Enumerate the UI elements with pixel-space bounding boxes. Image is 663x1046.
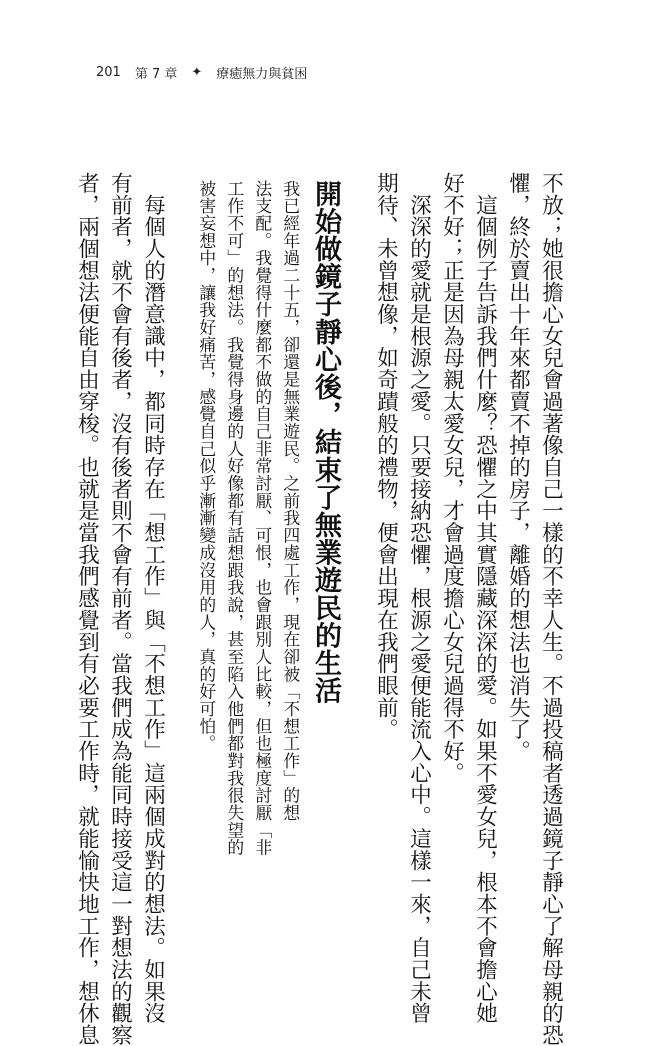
quote-column-3: 工作不可」的想法。我覺得身邊的人好像都有話想跟我說，甚至陷入他們都對我很失望的 (224, 180, 245, 857)
chapter-number: 第 7 章 (134, 66, 178, 82)
text-column-5: 深深的愛就是根源之愛。只要接納恐懼，根源之愛便能流入心中。這樣一來，自己未曾 (406, 172, 432, 1025)
page-number: 201 (96, 64, 121, 80)
quote-column-2: 法支配。我覺得什麼都不做的自己非常討厭、可恨，也會跟別人比較，但也極度討厭「非 (252, 180, 273, 857)
text-column-4: 好不好；正是因為母親太愛女兒，才會過度擔心女兒過得不好。 (439, 172, 465, 784)
text-column-3: 這個例子告訴我們什麼？恐懼之中其實隱藏深深的愛。如果不愛女兒，根本不會擔心她 (472, 172, 498, 1025)
text-column-8: 有前者，就不會有後者，沒有後者則不會有前者。當我們成為能同時接受這一對想法的觀察 (107, 172, 133, 1046)
star-separator-icon: ✦ (191, 64, 203, 80)
quote-column-1: 我已經年過二十五，卻還是無業遊民。之前我四處工作，現在卻被「不想工作」的想 (280, 180, 301, 822)
quote-column-4: 被害妄想中，讓我好痛苦，感覺自己似乎漸漸變成沒用的人，真的好可怕。 (196, 180, 217, 753)
text-column-9: 者，兩個想法便能自由穿梭。也就是當我們感覺到有必要工作時，就能愉快地工作，想休息 (74, 172, 100, 1046)
chapter-title: 療癒無力與貧困 (216, 66, 308, 82)
running-header (96, 62, 307, 82)
text-column-6: 期待、未曾想像，如奇蹟般的禮物，便會出現在我們眼前。 (373, 172, 399, 741)
text-column-2: 懼，終於賣出十年來都賣不掉的房子，離婚的想法也消失了。 (505, 172, 531, 762)
section-heading: 開始做鏡子靜心後，結束了無業遊民的生活 (310, 180, 341, 705)
text-column-1: 不放；她很擔心女兒會過著像自己一樣的不幸人生。不過投稿者透過鏡子靜心了解母親的恐 (538, 172, 564, 1046)
text-column-7: 每個人的潛意識中，都同時存在「想工作」與「不想工作」這兩個成對的想法。如果沒 (140, 172, 166, 1025)
